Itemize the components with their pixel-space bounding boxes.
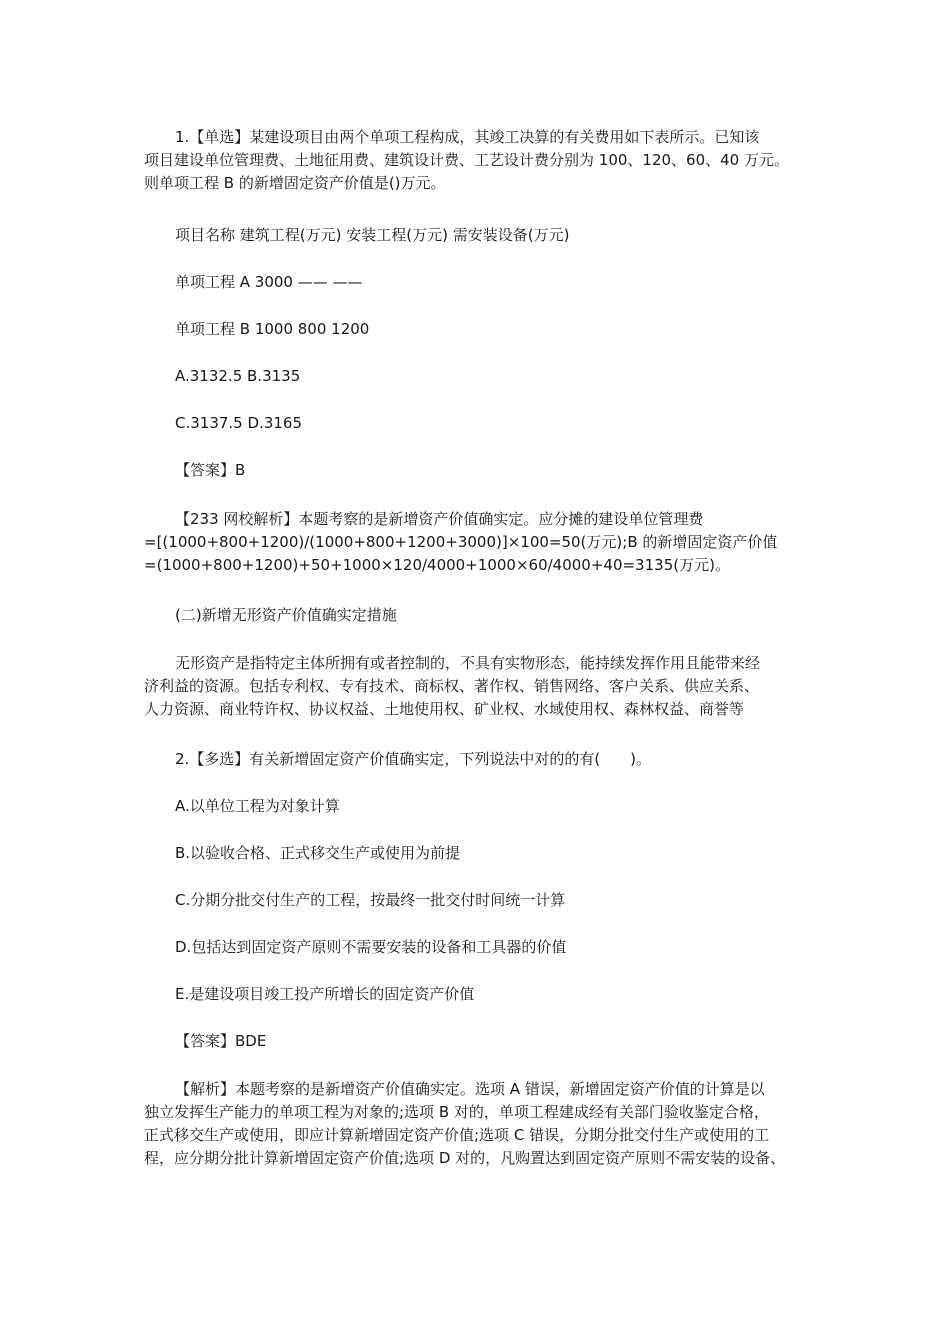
q1-analysis-line: =[(1000+800+1200)/(1000+800+1200+3000)]×100=50(万元);B 的新增固定资产价值	[144, 533, 778, 551]
q1-answer: 【答案】B	[175, 461, 246, 479]
q2-stem: 2.【多选】有关新增固定资产价值确实定，下列说法中对的的有( )。	[175, 750, 652, 768]
q1-table-header: 项目名称 建筑工程(万元) 安装工程(万元) 需安装设备(万元)	[175, 226, 570, 244]
q1-options-cd: C.3137.5 D.3165	[175, 414, 302, 432]
section-body-line: 济利益的资源。包括专利权、专有技术、商标权、著作权、销售网络、客户关系、供应关系、	[144, 677, 760, 695]
q2-analysis	[144, 1078, 816, 1170]
section-body-line: 无形资产是指特定主体所拥有或者控制的，不具有实物形态，能持续发挥作用且能带来经	[175, 654, 761, 672]
q1-table-row-b: 单项工程 B 1000 800 1200	[175, 320, 370, 338]
q1-analysis-line: =(1000+800+1200)+50+1000×120/4000+1000×60/4000+40=3135(万元)。	[144, 556, 730, 574]
q2-analysis-line: 正式移交生产或使用，即应计算新增固定资产价值;选项 C 错误，分期分批交付生产或使用的工	[144, 1126, 770, 1144]
q1-stem-line: 1.【单选】某建设项目由两个单项工程构成，其竣工决算的有关费用如下表所示。已知该	[175, 128, 760, 146]
q2-option-b: B.以验收合格、正式移交生产或使用为前提	[175, 844, 461, 862]
q2-option-d: D.包括达到固定资产原则不需要安装的设备和工具器的价值	[175, 938, 567, 956]
section-heading: (二)新增无形资产价值确实定措施	[175, 606, 397, 624]
q2-answer: 【答案】BDE	[175, 1032, 267, 1050]
q1-table-row-a: 单项工程 A 3000 —— ——	[175, 273, 363, 291]
q2-analysis-line: 独立发挥生产能力的单项工程为对象的;选项 B 对的，单项工程建成经有关部门验收鉴定合格，	[144, 1103, 769, 1121]
q2-option-c: C.分期分批交付生产的工程，按最终一批交付时间统一计算	[175, 891, 566, 909]
q2-analysis-line: 【解析】本题考察的是新增资产价值确实定。选项 A 错误，新增固定资产价值的计算是以	[175, 1080, 765, 1098]
q1-stem-line: 则单项工程 B 的新增固定资产价值是()万元。	[144, 174, 446, 192]
q1-stem-line: 项目建设单位管理费、土地征用费、建筑设计费、工艺设计费分别为 100、120、60、40 万元。	[144, 151, 789, 169]
q1-analysis-line: 【233 网校解析】本题考察的是新增资产价值确实定。应分摊的建设单位管理费	[175, 510, 704, 528]
q1-options-ab: A.3132.5 B.3135	[175, 367, 301, 385]
section-body-line: 人力资源、商业特许权、协议权益、土地使用权、矿业权、水域使用权、森林权益、商誉等	[144, 700, 745, 718]
section-body	[144, 652, 816, 721]
q2-option-a: A.以单位工程为对象计算	[175, 797, 340, 815]
q2-option-e: E.是建设项目竣工投产所增长的固定资产价值	[175, 985, 475, 1003]
q1-analysis	[144, 508, 816, 577]
q2-analysis-line: 程，应分期分批计算新增固定资产价值;选项 D 对的，凡购置达到固定资产原则不需安装的设备、	[144, 1149, 786, 1167]
q1-stem	[144, 126, 816, 195]
